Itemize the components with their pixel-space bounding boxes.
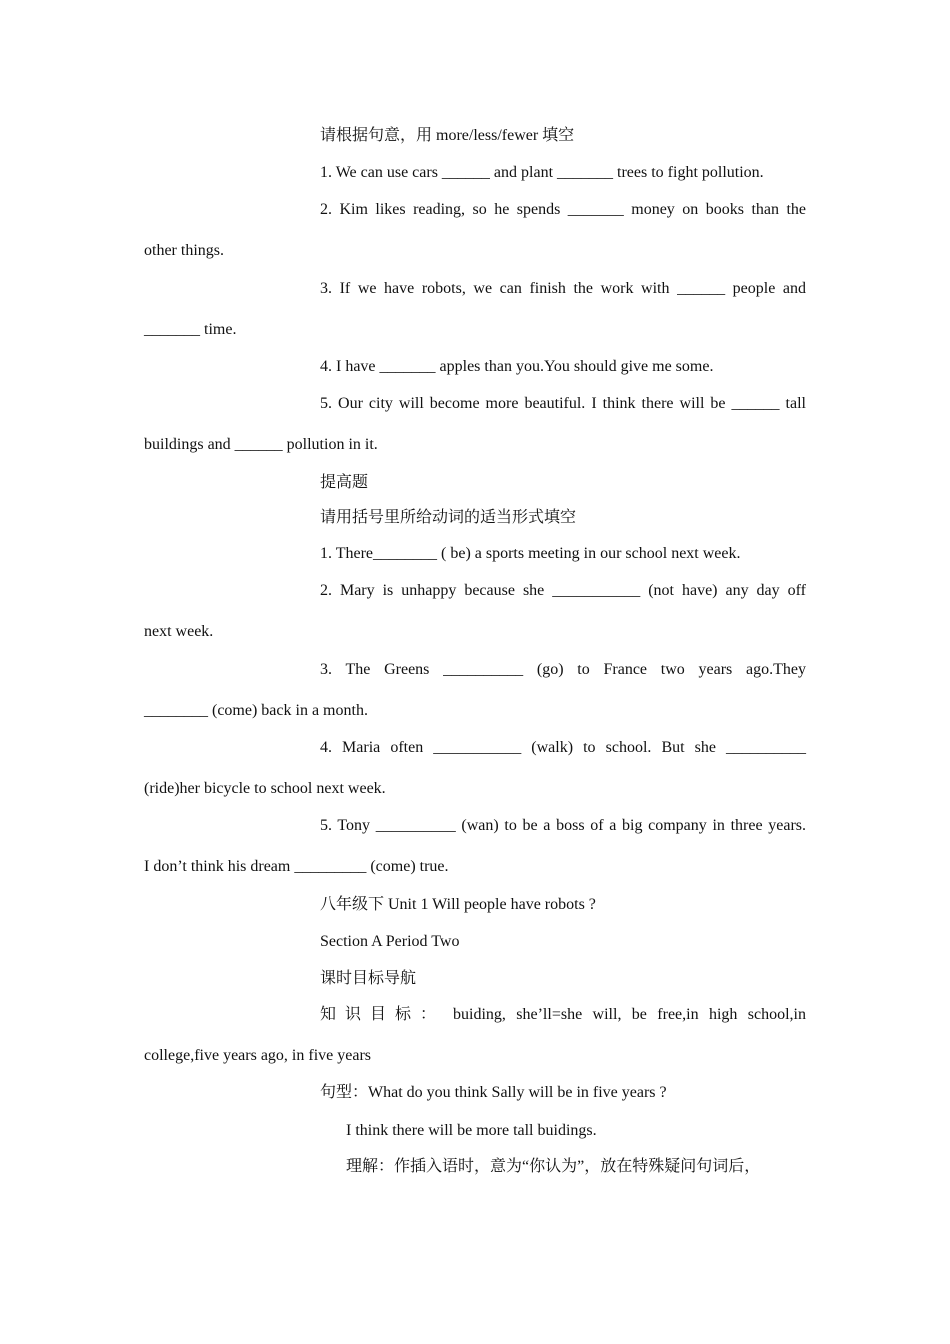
s2-question-5: 5. Tony __________ (wan) to be a boss of a big company in three years. bbox=[320, 817, 806, 834]
section1-title: 请根据句意，用 more/less/fewer 填空 bbox=[320, 127, 575, 144]
sentence-pattern-text: What do you think Sally will be in five years ? bbox=[368, 1084, 667, 1101]
s1-question-4: 4. I have _______ apples than you.You should give me some. bbox=[320, 358, 714, 375]
s1-question-2: 2. Kim likes reading, so he spends _______ money on books than the bbox=[320, 201, 806, 218]
s1-question-5-cont: buildings and ______ pollution in it. bbox=[144, 436, 378, 453]
understanding-note: 理解：作插入语时，意为“你认为”，放在特殊疑问句词后， bbox=[346, 1158, 761, 1175]
s2-question-4-cont: (ride)her bicycle to school next week. bbox=[144, 780, 386, 797]
s1-question-3: 3. If we have robots, we can finish the work with ______ people and bbox=[320, 280, 806, 297]
s2-question-5-cont: I don’t think his dream _________ (come) true. bbox=[144, 858, 449, 875]
sentence-pattern-line bbox=[320, 1082, 667, 1104]
knowledge-goal-cont: college,five years ago, in five years bbox=[144, 1047, 372, 1064]
lesson-goal-heading: 课时目标导航 bbox=[320, 970, 417, 987]
s2-question-1: 1. There________ ( be) a sports meeting in our school next week. bbox=[320, 545, 741, 562]
sentence-pattern-label: 句型： bbox=[320, 1084, 369, 1101]
s1-question-1: 1. We can use cars ______ and plant _______ trees to fight pollution. bbox=[320, 164, 764, 181]
section-period: Section A Period Two bbox=[320, 933, 460, 950]
s2-question-3: 3. The Greens __________ (go) to France two years ago.They bbox=[320, 661, 806, 678]
knowledge-goal-text: buiding, she’ll=she will, be free,in high school,in bbox=[453, 1006, 806, 1023]
unit-title: 八年级下 Unit 1 Will people have robots ? bbox=[320, 896, 596, 913]
s1-question-2-cont: other things. bbox=[144, 242, 224, 259]
s2-question-2: 2. Mary is unhappy because she ___________ (not have) any day off bbox=[320, 582, 806, 599]
knowledge-goal-line bbox=[320, 1004, 806, 1026]
s1-question-5: 5. Our city will become more beautiful. I think there will be ______ tall bbox=[320, 395, 806, 412]
s2-question-2-cont: next week. bbox=[144, 623, 214, 640]
s2-question-4: 4. Maria often ___________ (walk) to school. But she __________ bbox=[320, 739, 806, 756]
section2-title: 请用括号里所给动词的适当形式填空 bbox=[320, 509, 577, 526]
pattern-example: I think there will be more tall buidings. bbox=[346, 1122, 597, 1139]
s1-question-3-cont: _______ time. bbox=[144, 321, 237, 338]
knowledge-goal-label: 知识目标： bbox=[320, 1006, 446, 1023]
s2-question-3-cont: ________ (come) back in a month. bbox=[144, 702, 368, 719]
heading-advanced: 提高题 bbox=[320, 474, 369, 491]
